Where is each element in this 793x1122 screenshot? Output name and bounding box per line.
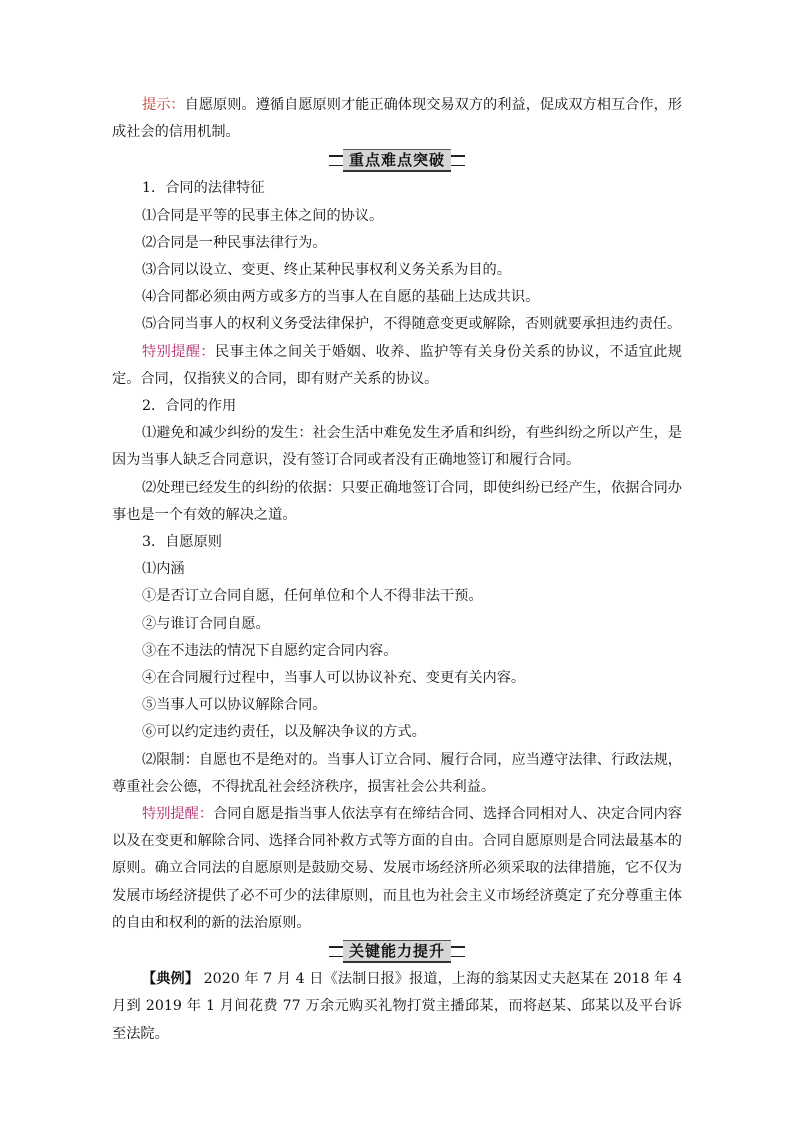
- banner-right-rule: [451, 946, 465, 957]
- list-item: ⑶合同以设立、变更、终止某种民事权利义务关系为目的。: [142, 262, 511, 279]
- tip-paragraph: [112, 801, 682, 937]
- document-content: [112, 92, 682, 1048]
- list-item: ⑷合同都必须由两方或多方的当事人在自愿的基础上达成共识。: [142, 289, 540, 306]
- list-item: ④在合同履行过程中，当事人可以协议补充、变更有关内容。: [142, 670, 526, 687]
- list-item: ⑵合同是一种民事法律行为。: [142, 234, 327, 251]
- list-item: ⑤当事人可以协议解除合同。: [142, 697, 327, 714]
- list-item: ③在不违法的情况下自愿约定合同内容。: [142, 642, 398, 659]
- example-paragraph: [112, 966, 682, 1048]
- example-label: 【典例】: [142, 971, 200, 988]
- list-item: ⑸合同当事人的权利义务受法律保护，不得随意变更或解除，否则就要承担违约责任。: [142, 316, 682, 333]
- hint-paragraph: [112, 92, 682, 146]
- list-item: ⑴合同是平等的民事主体之间的协议。: [142, 207, 384, 224]
- paragraph: ⑵限制：自愿也不是绝对的。当事人订立合同、履行合同，应当遵守法律、行政法规，尊重社会公德，不得扰乱社会经济秩序，损害社会公共利益。: [112, 751, 682, 795]
- banner-left-rule: [329, 155, 343, 166]
- paragraph: ⑴避免和减少纠纷的发生：社会生活中难免发生矛盾和纠纷，有些纠纷之所以产生，是因为当事人缺乏合同意识，没有签订合同或者没有正确地签订和履行合同。: [112, 425, 682, 469]
- section-title: 重点难点突破: [343, 149, 451, 172]
- example-text: 2020 年 7 月 4 日《法制日报》报道，上海的翁某因丈夫赵某在 2018 年 4 月到 2019 年 1 月间花费 77 万余元购买礼物打赏主播邱某，而将赵某、邱某以及平台诉至法院。: [112, 971, 682, 1042]
- banner-left-rule: [329, 946, 343, 957]
- point-heading: 3．自愿原则: [142, 534, 222, 551]
- hint-text: 自愿原则。遵循自愿原则才能正确体现交易双方的利益，促成双方相互合作，形成社会的信用机制。: [112, 97, 682, 141]
- tip-text: 民事主体之间关于婚姻、收养、监护等有关身份关系的协议，不适宜此规定。合同，仅指狭义的合同，即有财产关系的协议。: [112, 343, 682, 387]
- list-item: ②与谁订合同自愿。: [142, 615, 270, 632]
- tip-label: 特别提醒：: [142, 343, 216, 360]
- section-heading-key-skills: [112, 938, 682, 965]
- tip-label: 特别提醒：: [142, 806, 214, 823]
- tip-text: 合同自愿是指当事人依法享有在缔结合同、选择合同相对人、决定合同内容以及在变更和解除合同、选择合同补救方式等方面的自由。合同自愿原则是合同法最基本的原则。确立合同法的自愿原则是鼓励交易、发展市场经济所必须采取的法律措施，它不仅为发展市场经济提供了必不可少的法律原则，而且也为社会主义市场经济奠定了充分尊重主体的自由和权利的新的法治原则。: [112, 806, 682, 931]
- list-item: ⑥可以约定违约责任，以及解决争议的方式。: [142, 724, 426, 741]
- tip-paragraph: [112, 339, 682, 393]
- section-banner: [329, 150, 465, 170]
- hint-label: 提示：: [142, 97, 185, 113]
- list-item: ①是否订立合同自愿，任何单位和个人不得非法干预。: [142, 588, 483, 605]
- section-title: 关键能力提升: [343, 940, 451, 963]
- banner-right-rule: [451, 155, 465, 166]
- paragraph: ⑵处理已经发生的纠纷的依据：只要正确地签订合同，即使纠纷已经产生，依据合同办事也是一个有效的解决之道。: [112, 479, 682, 523]
- point-heading: 1．合同的法律特征: [142, 180, 265, 197]
- section-heading-key-points: [112, 147, 682, 174]
- sub-heading: ⑴内涵: [142, 561, 185, 578]
- section-banner: [329, 941, 465, 961]
- point-heading: 2．合同的作用: [142, 398, 237, 415]
